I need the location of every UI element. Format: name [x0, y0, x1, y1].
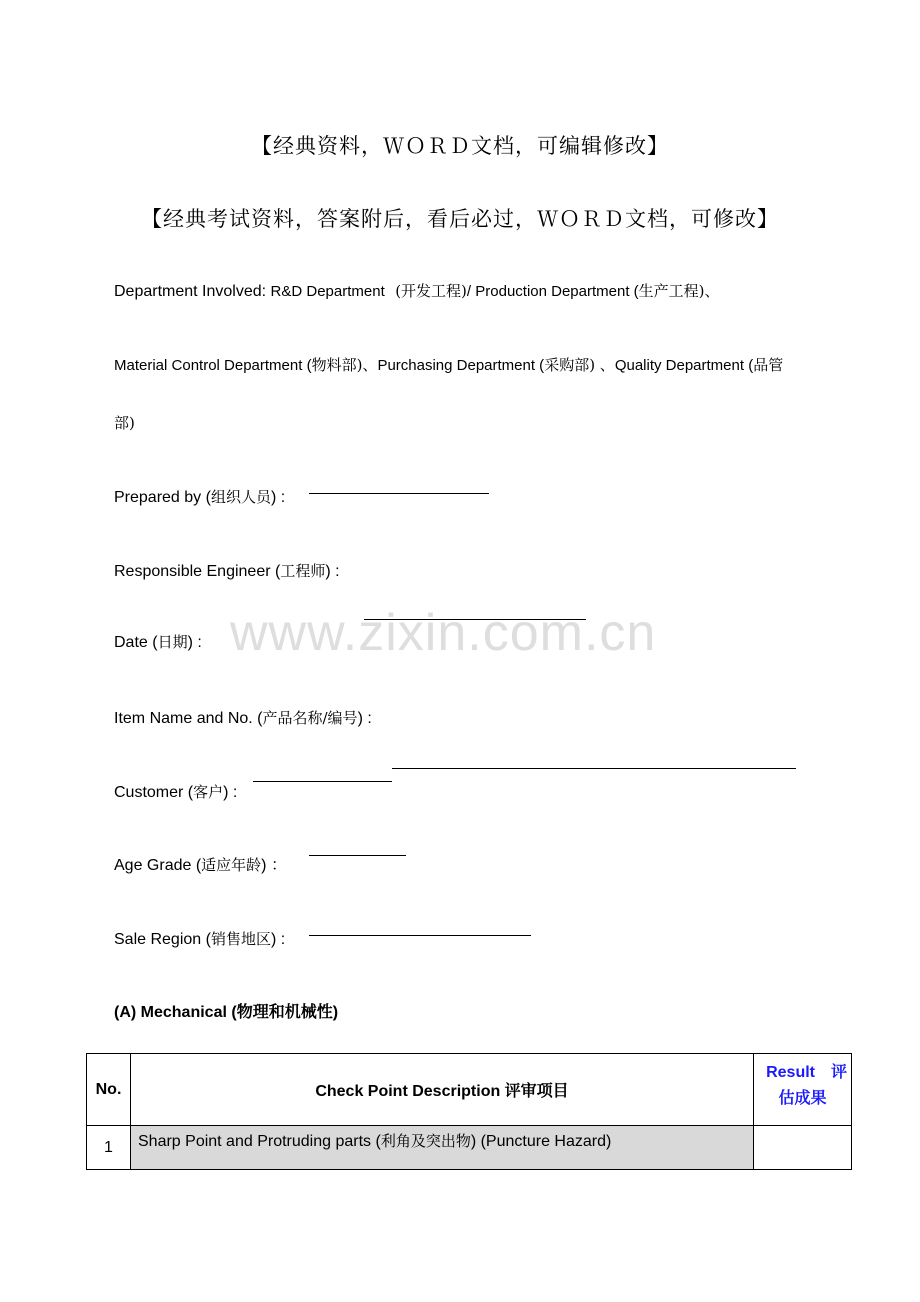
row-description	[131, 1126, 754, 1170]
check-table	[86, 1053, 852, 1170]
item-name-text: Item Name and No. (	[114, 710, 263, 727]
customer-input-line[interactable]	[253, 781, 392, 782]
sale-region-input-line[interactable]	[309, 935, 531, 936]
section-title: (A) Mechanical (物理和机械性)	[114, 1004, 339, 1021]
age-grade-cn: 适应年龄	[201, 856, 262, 874]
item-name-cn: 产品名称/编号	[262, 709, 358, 727]
watermark: www.zixin.com.cn	[230, 604, 657, 662]
table-row	[87, 1126, 852, 1170]
item-name-suffix: ) :	[357, 710, 372, 727]
customer-suffix: ) :	[223, 784, 238, 801]
row-description-a: Sharp Point and Protruding parts (	[138, 1133, 381, 1150]
age-grade-suffix: ) ：	[261, 857, 287, 874]
customer-label	[114, 782, 237, 803]
sale-region-suffix: ) :	[270, 931, 286, 948]
sale-region-text: Sale Region (	[114, 931, 211, 948]
row-no: 1	[87, 1126, 131, 1170]
department-production: / Production Department (	[466, 283, 639, 300]
prepared-by-input-line[interactable]	[309, 493, 489, 494]
responsible-engineer-input-line[interactable]	[364, 619, 586, 620]
sale-region-label	[114, 929, 285, 950]
table-header-row	[87, 1054, 852, 1126]
row-description-b: ) (Puncture Hazard)	[470, 1133, 612, 1150]
department-production-cn: 生产工程)、	[638, 282, 720, 300]
age-grade-input-line[interactable]	[309, 855, 406, 856]
department-material-cn: 物料部)、	[311, 356, 378, 374]
header-line-1: 【经典资料，ＷＯＲＤ文档，可编辑修改】	[251, 134, 669, 158]
department-rd: R&D Department	[270, 283, 385, 300]
department-quality-cn: 品管	[753, 356, 784, 374]
department-purchasing-cn: 采购部) 、	[544, 356, 615, 374]
prepared-by-text: Prepared by (	[114, 489, 211, 506]
sale-region-cn: 销售地区	[210, 930, 271, 948]
date-label	[114, 632, 202, 653]
responsible-engineer-label	[114, 561, 340, 582]
age-grade-text: Age Grade (	[114, 857, 202, 874]
header-result-line-2: 估成果	[778, 1090, 827, 1107]
department-label: Department Involved:	[114, 283, 271, 300]
date-cn: 日期	[157, 633, 188, 651]
header-line-2: 【经典考试资料，答案附后，看后必过，ＷＯＲＤ文档，可修改】	[141, 207, 779, 231]
row-result-cell[interactable]	[754, 1126, 852, 1170]
engineer-text: Responsible Engineer (	[114, 563, 281, 580]
department-line-3: 部)	[114, 414, 135, 432]
header-result	[754, 1054, 852, 1126]
department-material: Material Control Department (	[114, 357, 312, 374]
item-name-input-line[interactable]	[392, 768, 796, 769]
age-grade-label	[114, 855, 287, 876]
row-description-cn: 利角及突出物	[380, 1132, 471, 1150]
prepared-by-suffix: ) :	[270, 489, 286, 506]
header-description: Check Point Description 评审项目	[131, 1054, 754, 1126]
customer-text: Customer (	[114, 784, 194, 801]
date-suffix: ) :	[187, 634, 202, 651]
date-text: Date (	[114, 634, 158, 651]
engineer-suffix: ) :	[325, 563, 340, 580]
prepared-by-cn: 组织人员	[210, 488, 271, 506]
customer-cn: 客户	[193, 783, 224, 801]
prepared-by-label	[114, 487, 285, 508]
department-quality: Quality Department (	[614, 357, 754, 374]
header-result-line-1: Result 评	[766, 1064, 847, 1081]
department-line-2	[114, 355, 783, 376]
engineer-cn: 工程师	[280, 562, 326, 580]
item-name-label	[114, 708, 372, 729]
header-no: No.	[87, 1054, 131, 1126]
department-rd-cn: (开发工程)	[395, 282, 467, 300]
department-purchasing: Purchasing Department (	[377, 357, 545, 374]
department-line-1	[114, 281, 720, 302]
